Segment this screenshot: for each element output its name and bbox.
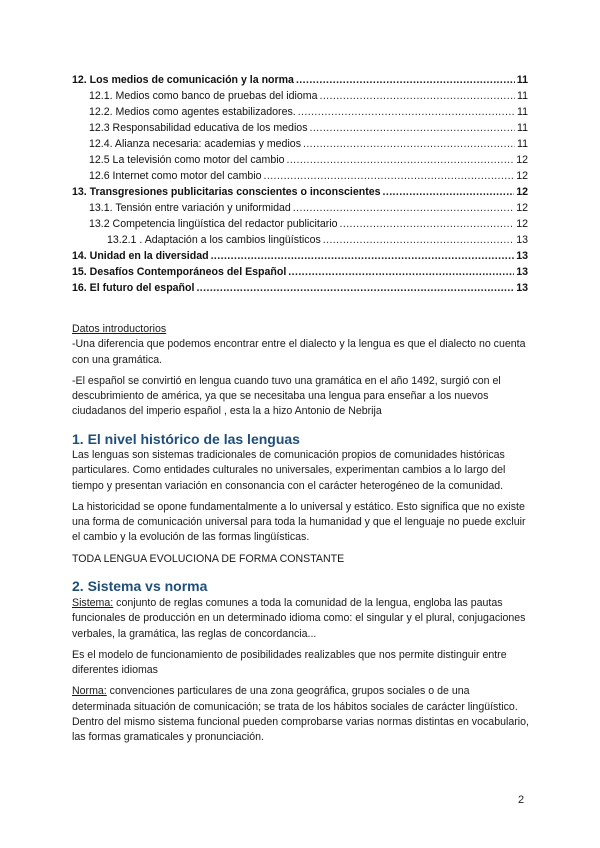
toc-leader-dots — [310, 120, 516, 136]
toc-entry-page: 11 — [517, 106, 528, 118]
term-definition: convenciones particulares de una zona geográfica, grupos sociales o de una determinada situación de comunicación; se trata de los hábitos sociales de carácter lingüístico. Dentro del mismo sistema funcional pueden comprobarse varias normas distintas en vocabulario, las formas gramaticales y pronunciación. — [72, 685, 529, 744]
toc-entry-label: 13.1. Tensión entre variación y uniformidad — [89, 202, 291, 214]
toc-leader-dots — [383, 184, 515, 200]
toc-entry[interactable] — [72, 120, 528, 136]
table-of-contents — [72, 72, 528, 296]
toc-leader-dots — [211, 248, 515, 264]
toc-entry[interactable] — [72, 88, 528, 104]
toc-entry-page: 11 — [517, 90, 528, 102]
toc-entry-page: 12 — [516, 186, 528, 198]
toc-leader-dots — [303, 136, 515, 152]
toc-entry-page: 12 — [516, 154, 528, 166]
toc-entry[interactable] — [72, 264, 528, 280]
toc-leader-dots — [340, 216, 515, 232]
toc-leader-dots — [293, 200, 514, 216]
toc-leader-dots — [287, 152, 515, 168]
toc-entry-label: 16. El futuro del español — [72, 282, 195, 294]
toc-entry-label: 12.4. Alianza necesaria: academias y medios — [89, 138, 301, 150]
paragraph: Las lenguas son sistemas tradicionales de comunicación propios de comunidades históricas particulares. Como entidades culturales no universales, experimentan cambios a lo largo del tiempo y presentan variación en consonancia con el carácter heterogéneo de la comunidad. — [72, 449, 506, 492]
toc-leader-dots — [296, 72, 515, 88]
toc-leader-dots — [298, 104, 515, 120]
toc-entry[interactable] — [72, 152, 528, 168]
toc-entry-label: 13.2.1 . Adaptación a los cambios lingüísticos — [107, 234, 321, 246]
paragraph — [72, 684, 530, 745]
section-heading: 2. Sistema vs norma — [72, 578, 208, 594]
toc-entry-page: 11 — [517, 122, 528, 134]
toc-entry-page: 13 — [516, 282, 528, 294]
section-body — [72, 448, 530, 567]
paragraph: Es el modelo de funcionamiento de posibilidades realizables que nos permite distinguir entre diferentes idiomas — [72, 648, 507, 677]
paragraph: TODA LENGUA EVOLUCIONA DE FORMA CONSTANTE — [72, 552, 345, 565]
toc-entry[interactable] — [72, 200, 528, 216]
toc-entry-page: 11 — [516, 74, 528, 86]
toc-entry-label: 13.2 Competencia lingüística del redactor publicitario — [89, 218, 338, 230]
toc-entry-page: 13 — [516, 234, 528, 246]
toc-entry[interactable] — [72, 136, 528, 152]
toc-entry-label: 13. Transgresiones publicitarias conscientes o inconscientes — [72, 186, 381, 198]
toc-leader-dots — [323, 232, 514, 248]
term-label: Norma: — [72, 685, 107, 698]
toc-leader-dots — [264, 168, 515, 184]
toc-entry-page: 12 — [516, 218, 528, 230]
toc-entry-page: 13 — [516, 266, 528, 278]
intro-paragraph: -Una diferencia que podemos encontrar entre el dialecto y la lengua es que el dialecto no cuenta con una gramática. — [72, 338, 526, 366]
toc-entry-page: 12 — [516, 202, 528, 214]
toc-entry-label: 12.2. Medios como agentes estabilizadores. — [89, 106, 296, 118]
intro-block — [72, 322, 530, 420]
toc-entry-label: 12. Los medios de comunicación y la norma — [72, 74, 294, 86]
toc-entry-label: 12.3 Responsabilidad educativa de los medios — [89, 122, 308, 134]
intro-paragraph: -El español se convirtió en lengua cuando tuvo una gramática en el año 1492, surgió con el descubrimiento de américa, ya que se necesitaba una lengua para enseñar a los nuevos ciudadanos del imperio español , esta la a hizo Antonio de Nebrija — [72, 374, 501, 418]
toc-entry[interactable] — [72, 248, 528, 264]
toc-leader-dots — [320, 88, 516, 104]
toc-entry-page: 12 — [516, 170, 528, 182]
toc-entry-page: 11 — [517, 138, 528, 150]
toc-leader-dots — [288, 264, 514, 280]
toc-leader-dots — [196, 280, 514, 296]
toc-entry[interactable] — [72, 168, 528, 184]
toc-entry-label: 14. Unidad en la diversidad — [72, 250, 209, 262]
page-number: 2 — [518, 794, 525, 806]
term-label: Sistema: — [72, 597, 114, 609]
toc-entry[interactable] — [72, 104, 528, 120]
paragraph — [72, 596, 530, 642]
toc-entry-label: 12.6 Internet como motor del cambio — [89, 170, 262, 182]
term-definition: conjunto de reglas comunes a toda la comunidad de la lengua, engloba las pautas funcionales de producción en un determinado idioma como: el singular y el plural, conjugaciones verbales, la gramática, las reglas de concordancia... — [72, 597, 526, 640]
toc-entry[interactable] — [72, 72, 528, 88]
intro-title: Datos introductorios — [72, 323, 167, 335]
toc-entry[interactable] — [72, 232, 528, 248]
toc-entry-label: 15. Desafíos Contemporáneos del Español — [72, 266, 287, 278]
paragraph: La historicidad se opone fundamentalmente a lo universal y estático. Esto significa que no existe una forma de comunicación universal para toda la humanidad y que el lenguaje no puede excluir el cambio y la evolución de las formas lingüísticas. — [72, 500, 526, 544]
toc-entry-label: 12.5 La televisión como motor del cambio — [89, 154, 285, 166]
section-heading: 1. El nivel histórico de las lenguas — [72, 431, 300, 447]
section-body — [72, 596, 530, 746]
toc-entry[interactable] — [72, 216, 528, 232]
toc-entry[interactable] — [72, 184, 528, 200]
toc-entry-label: 12.1. Medios como banco de pruebas del idioma — [89, 90, 318, 102]
toc-entry[interactable] — [72, 280, 528, 296]
toc-entry-page: 13 — [516, 250, 528, 262]
